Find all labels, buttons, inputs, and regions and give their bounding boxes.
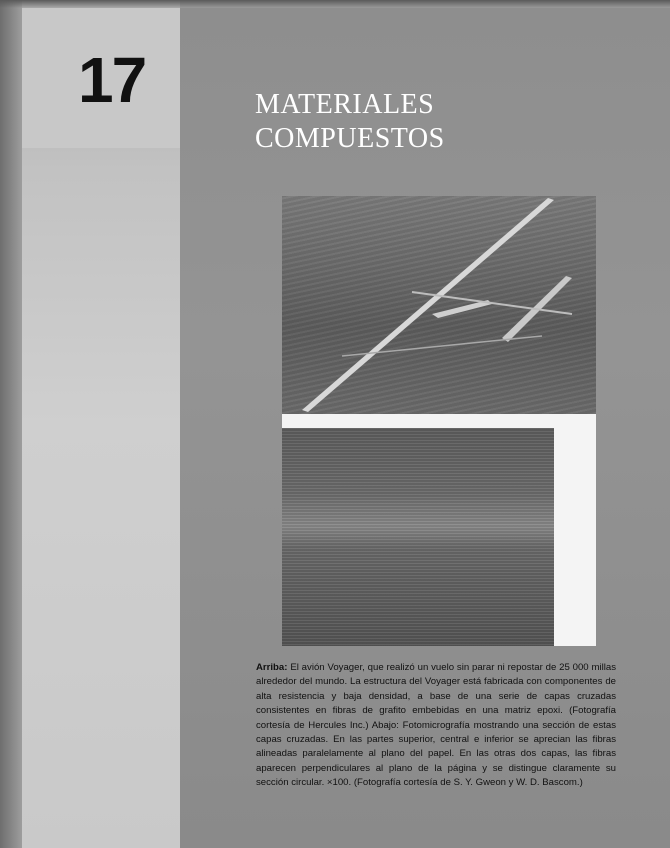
aircraft-tail-boom xyxy=(342,336,542,356)
scan-top-shadow xyxy=(0,0,670,8)
micrograph-photo xyxy=(282,428,554,646)
caption-lead: Arriba: xyxy=(256,662,288,673)
voyager-aircraft-illustration xyxy=(282,196,596,414)
chapter-title-line-2: COMPUESTOS xyxy=(255,123,445,154)
chapter-title xyxy=(255,88,615,156)
figure-caption xyxy=(256,661,616,791)
caption-text: El avión Voyager, que realizó un vuelo sin parar ni repostar de 25 000 millas alrededor del mundo. La estructura del Voyager está fabricada con componentes de alta resistencia y baja densidad, a base de una serie de capas cruzadas consistentes en fibras de grafito embebidas en una matriz epoxi. (Fotografía cortesía de Hercules Inc.) Abajo: Fotomicrografía mostrando una sección de estas capas cruzadas. En las partes superior, central e inferior se aprecian las fibras alineadas paralelamente al plano del papel. En las otras dos capas, las fibras aparecen perpendiculares al plano de la página y se distingue claramente su sección circular. ×100. (Fotografía cortesía de S. Y. Gweon y W. D. Bascom.) xyxy=(256,662,617,789)
aircraft-main-wing xyxy=(302,198,554,412)
chapter-title-line-1: MATERIALES xyxy=(255,89,435,120)
voyager-photo xyxy=(282,196,596,414)
chapter-number: 17 xyxy=(78,44,146,116)
scan-binding-edge xyxy=(0,0,22,848)
